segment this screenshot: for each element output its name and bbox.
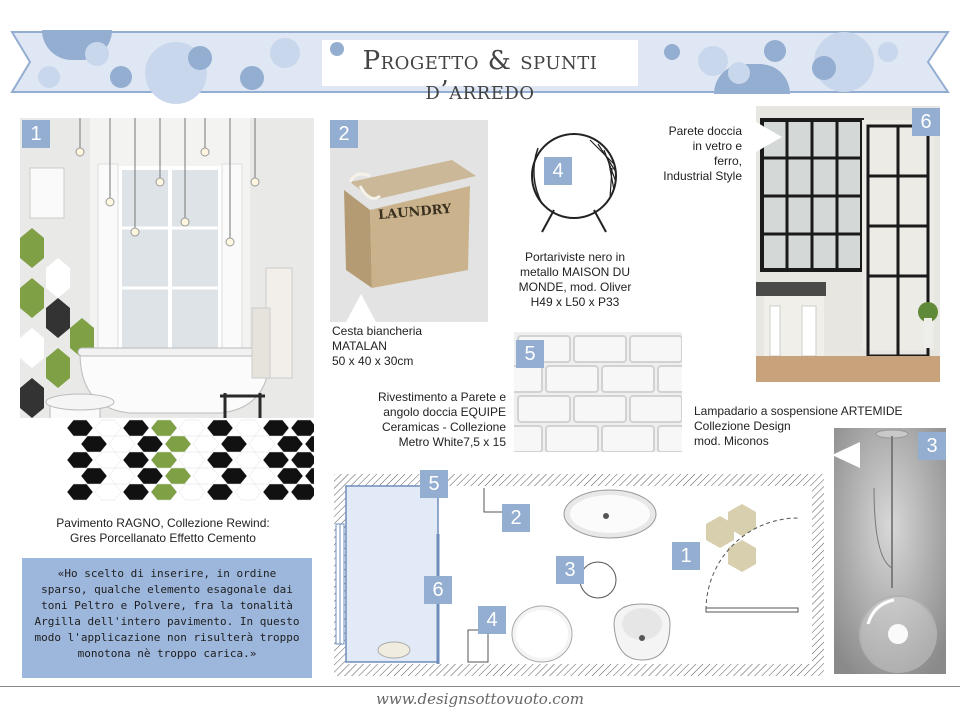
plan-label: 5 <box>420 470 448 498</box>
plan-label: 6 <box>424 576 452 604</box>
caption-line: angolo doccia EQUIPE <box>383 405 506 419</box>
decor-dot <box>664 44 680 60</box>
caption-line: Gres Porcellanato Effetto Cemento <box>70 531 256 545</box>
item-number-6: 6 <box>912 108 940 136</box>
caption-line: Pavimento RAGNO, Collezione Rewind: <box>56 516 270 530</box>
item-number-4: 4 <box>544 157 572 185</box>
decor-dot <box>85 42 109 66</box>
website-link[interactable]: www.designsottovuoto.com <box>376 690 584 708</box>
caption-line: Parete doccia <box>668 124 742 138</box>
caption-line: 50 x 40 x 30cm <box>332 354 414 368</box>
design-note-box <box>22 558 312 678</box>
photo-pointer-6 <box>754 120 784 154</box>
item-number-1: 1 <box>22 120 50 148</box>
item-5-caption <box>340 390 506 450</box>
caption-line: metallo MAISON DU <box>519 265 631 279</box>
photo-pointer-1 <box>22 480 52 510</box>
caption-line: MONDE, mod. Oliver <box>518 280 632 294</box>
caption-line: Portariviste nero in <box>524 250 626 264</box>
caption-line: Industrial Style <box>663 169 742 183</box>
photo-pointer-3 <box>830 440 862 470</box>
laundry-label: LAUNDRY <box>377 201 452 224</box>
caption-line: Lampadario a sospensione ARTEMIDE <box>694 404 903 418</box>
item-number-3: 3 <box>918 432 946 460</box>
decor-dot <box>812 56 836 80</box>
item-6-caption <box>636 124 742 184</box>
decor-dot <box>188 46 212 70</box>
caption-line: ferro, <box>713 154 742 168</box>
photo-pointer-2 <box>344 292 378 324</box>
decor-dot <box>270 38 300 68</box>
decor-dot <box>728 62 750 84</box>
caption-line: Cesta biancheria <box>332 324 423 338</box>
caption-line: in vetro e <box>692 139 742 153</box>
item-number-5: 5 <box>516 340 544 368</box>
caption-line: Ceramicas - Collezione <box>381 420 506 434</box>
decor-dot <box>110 66 132 88</box>
item-number-2: 2 <box>330 120 358 148</box>
item-1-caption <box>28 516 298 546</box>
caption-line: Rivestimento a Parete e <box>377 390 506 404</box>
footer-divider <box>0 686 960 687</box>
item-4-caption <box>500 250 650 310</box>
decor-dot <box>38 66 60 88</box>
decor-dot <box>764 40 786 62</box>
caption-line: mod. Miconos <box>694 434 769 448</box>
page-title: Progetto & spunti d’arredo <box>362 46 598 106</box>
decor-dot <box>240 66 264 90</box>
plan-label: 3 <box>556 556 584 584</box>
bathroom-photo <box>20 118 314 508</box>
design-note-text: «Ho scelto di inserire, in ordine sparso, qualche elemento esagonale dai toni Peltro e Polvere, fra la tonalità Argilla dell'intero pavimento. In questo modo l'applicazione non risulterà troppo monotona nè troppo carica.» <box>34 567 300 660</box>
plan-label: 2 <box>502 504 530 532</box>
magazine-rack-drawing <box>518 128 630 240</box>
plan-label: 4 <box>478 606 506 634</box>
caption-line: Metro White7,5 x 15 <box>398 435 506 449</box>
caption-line: H49 x L50 x P33 <box>530 295 620 309</box>
caption-line: MATALAN <box>332 339 387 353</box>
item-2-caption <box>332 324 482 369</box>
caption-line: Collezione Design <box>694 419 791 433</box>
decor-dot <box>878 42 898 62</box>
plan-label: 1 <box>672 542 700 570</box>
